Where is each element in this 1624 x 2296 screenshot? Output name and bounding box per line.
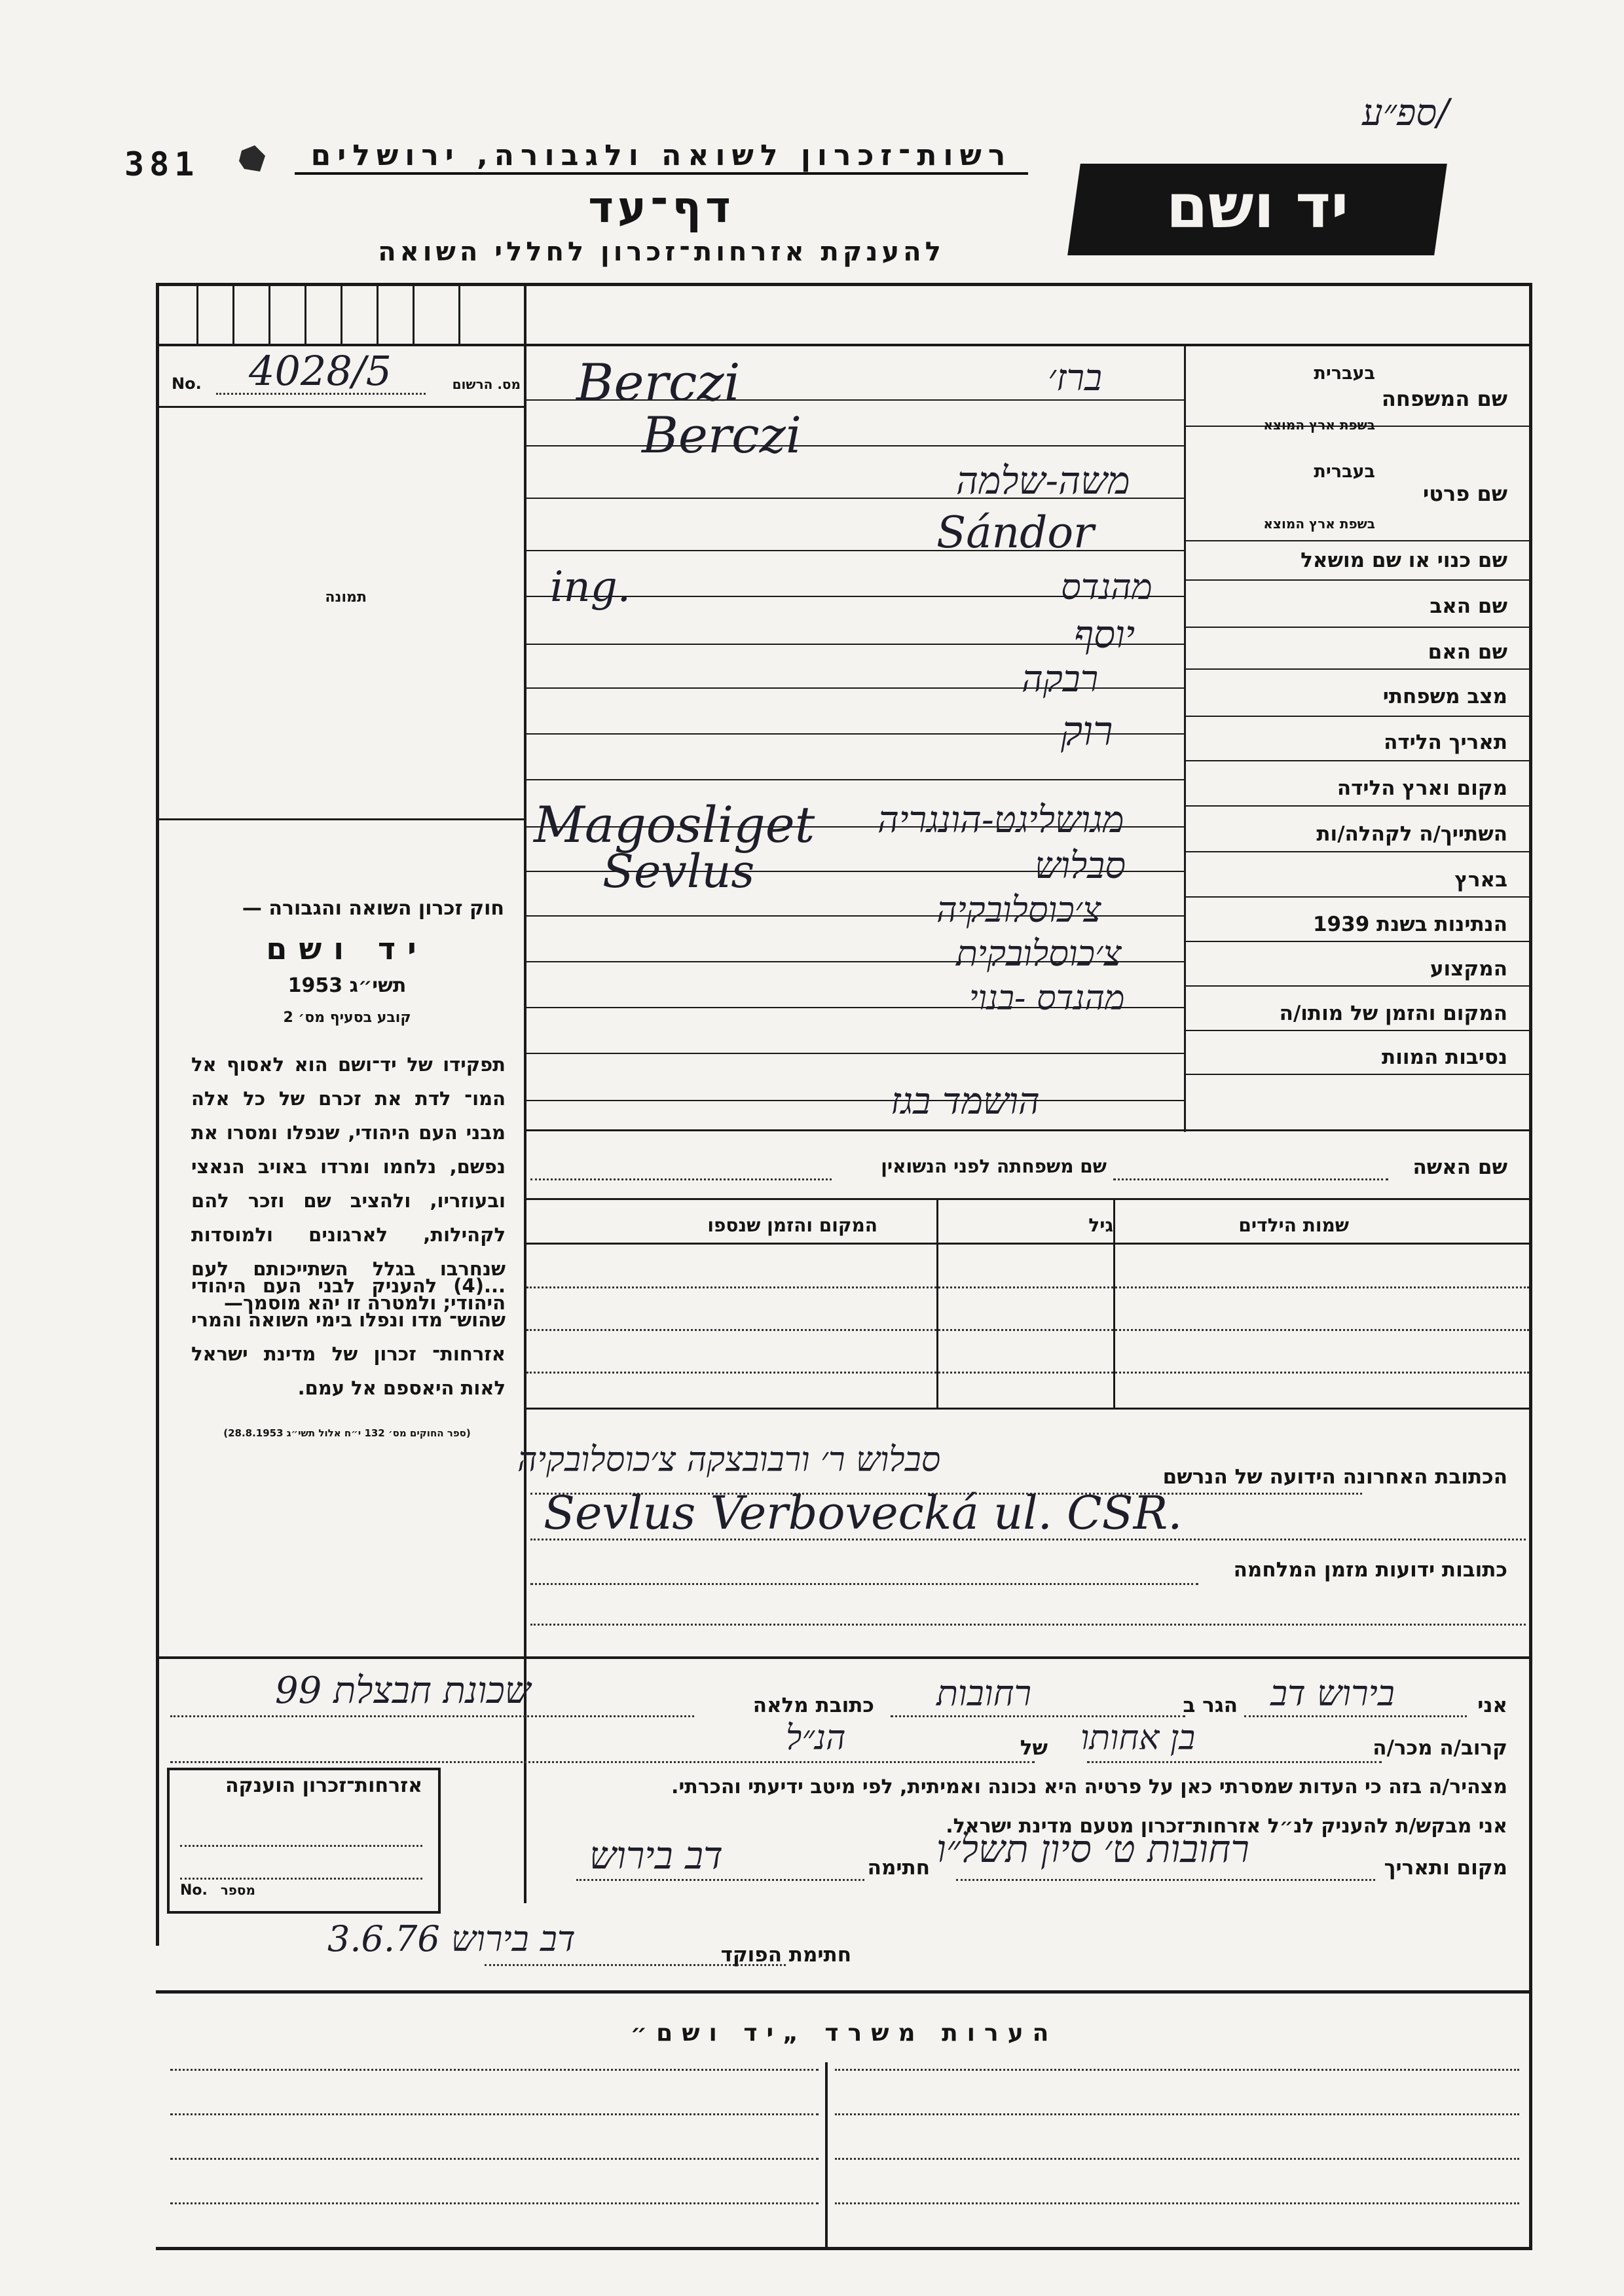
community-label: השתייך/ה לקהלה/ות	[1316, 822, 1507, 846]
father-title-latin: ing.	[550, 563, 631, 611]
last-address-latin: Sevlus Verbovecká ul. CSR.	[544, 1486, 1183, 1540]
page-number: 381	[124, 145, 200, 183]
family-name-hebrew-label: בעברית	[1314, 363, 1375, 384]
wartime-address-label: כתובות ידועות מזמן המלחמה	[1233, 1558, 1507, 1582]
father-name-label: שם האב	[1430, 594, 1507, 618]
death-circumstances-value: הושמד בגז	[891, 1080, 1040, 1123]
form-subtitle: להענקת אזרחות־זכרון לחללי השואה	[378, 237, 945, 267]
officer-signature-label: חתימת הפוקד	[720, 1943, 851, 1967]
community-latin: Magosliget	[534, 795, 815, 854]
first-name-hebrew: משה-שלמה	[956, 458, 1130, 503]
last-address-label: הכתובת האחרונה הידועה של הנרשם	[1162, 1465, 1507, 1489]
mother-name-label: שם האם	[1428, 640, 1507, 664]
signature-value: דב בירוש	[589, 1833, 723, 1878]
law-year: תשי״ג 1953	[287, 974, 407, 997]
law-citation: (ספר החוקים מס׳ 132 י״ח אלול תשי״ג 28.8.1953)	[223, 1427, 471, 1439]
citizenship-box-no-label: No.	[180, 1882, 208, 1899]
witness-relation-value: בן אחותו	[1080, 1719, 1196, 1758]
children-names-header: שמות הילדים	[1238, 1214, 1349, 1236]
corner-mark: ספ״ע/	[1362, 92, 1450, 134]
death-place-time-label: המקום והזמן של מותו/ה	[1279, 1002, 1507, 1025]
country-latin: Sevlus	[602, 845, 755, 898]
notes-title: הערות משרד „יד ושם״	[630, 2020, 1058, 2047]
law-name: יד ושם	[266, 931, 428, 966]
place-date-label: מקום ותאריך	[1384, 1856, 1507, 1880]
law-title: חוק זכרון השואה והגבורה —	[242, 897, 504, 920]
witness-address-label: כתובת מלאה	[752, 1694, 874, 1717]
family-name-latin-2: Berczi	[642, 406, 802, 464]
profession-value: צ׳כוסלובקית	[956, 933, 1122, 974]
witness-request: אני מבקש/ת להעניק לנ״ל אזרחות־זכרון מטעם מדינת ישראל.	[946, 1815, 1507, 1838]
witness-resides-label: הגר ב	[1183, 1694, 1238, 1717]
last-address-hebrew: סבלוש ר׳ ורבובצקה צ׳כוסלובקיה	[517, 1440, 941, 1480]
family-name-origin-label: בשפת ארץ המוצא	[1263, 417, 1375, 433]
family-name-label: שם המשפחה	[1381, 386, 1507, 411]
first-name-origin-label: בשפת ארץ המוצא	[1263, 516, 1375, 532]
witness-name-value: בירוש דב	[1270, 1673, 1395, 1714]
law-paragraph-2: ...(4) להעניק לבני העם היהודי שהוש־ מדו ונפלו בימי השואה והמרי אזרחות־ זכרון של מדינת ישראל לאות היאספם אל עמם.	[191, 1275, 506, 1399]
citizenship-1939-label: הנתינות בשנת 1939	[1312, 913, 1507, 936]
witness-declaration: מצהיר/ה בזה כי העדות שמסרתי כאן על פרטיה היא נכונה ואמיתית, לפי מיטב ידיעתי והכרתי.	[671, 1776, 1507, 1798]
community-value: מגושליגט-הונגריה	[877, 799, 1124, 841]
children-age-header: גיל	[1088, 1214, 1113, 1236]
signature-label: חתימה	[867, 1856, 930, 1880]
country-label: בארץ	[1454, 868, 1507, 892]
citizenship-value: צ׳כוסלובקיה	[936, 889, 1101, 930]
mother-name-value: יוסף	[1074, 612, 1135, 657]
officer-signature-value: דב בירוש 3.6.76	[327, 1918, 576, 1959]
registration-no-label: No.	[172, 374, 202, 393]
death-value: מהנדס -בנוי	[969, 979, 1125, 1018]
citizenship-box-title: אזרחות־זכרון הוענקה	[225, 1774, 422, 1797]
first-name-latin: Sándor	[936, 507, 1094, 558]
profession-label: המקצוע	[1430, 957, 1507, 981]
marital-status-label: מצב משפחתי	[1382, 685, 1507, 708]
family-name-latin: Berczi	[576, 354, 741, 412]
registration-label: מס. הרשום	[452, 376, 521, 392]
children-death-header: המקום והזמן שנספו	[707, 1214, 877, 1236]
first-name-label: שם פרטי	[1422, 481, 1507, 506]
witness-city-value: רחובות	[936, 1673, 1032, 1714]
authority-line: רשות־זכרון לשואה ולגבורה, ירושלים	[295, 139, 1028, 175]
country-value: סבלוש	[1035, 845, 1126, 887]
father-name-value: מהנדס	[1061, 566, 1153, 608]
birth-date-value: רוק	[1061, 707, 1113, 755]
logo-text: יד ושם	[1166, 172, 1349, 242]
family-name-hebrew: ברז׳	[1048, 357, 1103, 399]
place-date-value: רחובות ט׳ סיון תשל״ו	[936, 1827, 1249, 1871]
first-name-hebrew-label: בעברית	[1314, 462, 1375, 482]
stamp-mark	[239, 145, 265, 172]
birth-place-label: מקום וארץ הלידה	[1337, 776, 1507, 800]
nickname-label: שם כנוי או שם מושאל	[1301, 549, 1507, 572]
wife-maiden-name-label: שם משפחתה לפני הנשואין	[881, 1156, 1107, 1177]
witness-address-value: שכונת חבצלת 99	[275, 1669, 531, 1712]
law-section: קובע בסעיף מס׳ 2	[283, 1010, 411, 1026]
witness-relation-label: קרוב/ה מכר/ה	[1373, 1736, 1507, 1760]
birth-date-label: תאריך הלידה	[1384, 731, 1507, 754]
citizenship-box-number-label: מספר	[220, 1882, 255, 1898]
photo-label: תמונה	[325, 589, 367, 606]
death-circumstances-label: נסיבות המוות	[1382, 1046, 1507, 1069]
marital-status-value: רבקה	[1022, 658, 1099, 701]
registration-number: 4028/5	[249, 347, 392, 395]
wife-name-label: שם האשה	[1412, 1156, 1507, 1179]
law-paragraph-1: תפקידו של יד־ושם הוא לאסוף אל המו־ לדת את זכרם של כל אלה מבני העם היהודי, שנפלו ומסרו את נפשם, נלחמו ומרדו באויב הנאצי ובעוזריו, ולהציב שם וזכר להם לקהילות, לארגונים ולמוסדות שנחרבו בגלל השתייכותם לעם היהודי; ולמטרה זו יהא מוסמך—	[191, 1053, 506, 1314]
form-title: דף־עד	[588, 182, 735, 232]
witness-of-label: של	[1020, 1736, 1048, 1760]
witness-i-label: אני	[1477, 1694, 1507, 1717]
witness-of-value: הנ״ל	[786, 1719, 846, 1758]
